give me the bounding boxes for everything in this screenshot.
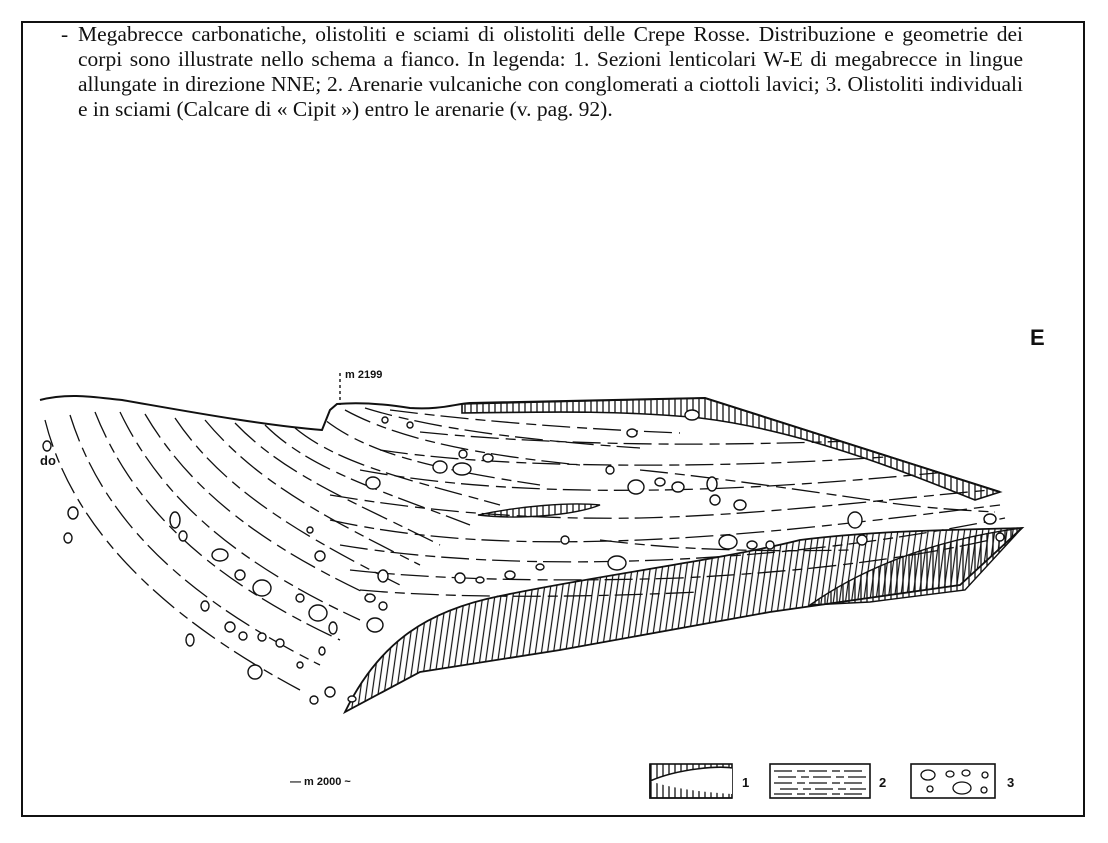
legend-key-3: 3 — [1007, 775, 1015, 790]
legend-item-2 — [770, 764, 886, 798]
caption-dash: - — [61, 22, 69, 46]
caption-text: Megabrecce carbonatiche, olistoliti e sciami di olistoliti delle Crepe Rosse. Distribuzione e geometrie dei corpi sono illustrate nello schema a fianco. In legenda: 1. Sezioni lenticolari W-E di megabrecce in lingue allungate in direzione NNE; 2. Arenarie vulcaniche con conglomerati a ciottoli lavici; 3. Olistoliti individuali e in sciami (Calcare di « Cipit ») entro le arenarie (v. pag. 92). — [78, 22, 1023, 121]
legend-item-1 — [650, 764, 749, 798]
legend — [650, 764, 1014, 798]
legend-key-2: 2 — [879, 775, 887, 790]
orientation-label-east: E — [1030, 325, 1045, 350]
base-elevation-label: — m 2000 ~ — [290, 776, 351, 788]
summit-label: m 2199 — [345, 369, 383, 381]
legend-item-3 — [911, 764, 1014, 798]
edge-label: do — [40, 453, 56, 468]
legend-key-1: 1 — [742, 775, 750, 790]
upper-breccia-lens — [462, 398, 1000, 500]
